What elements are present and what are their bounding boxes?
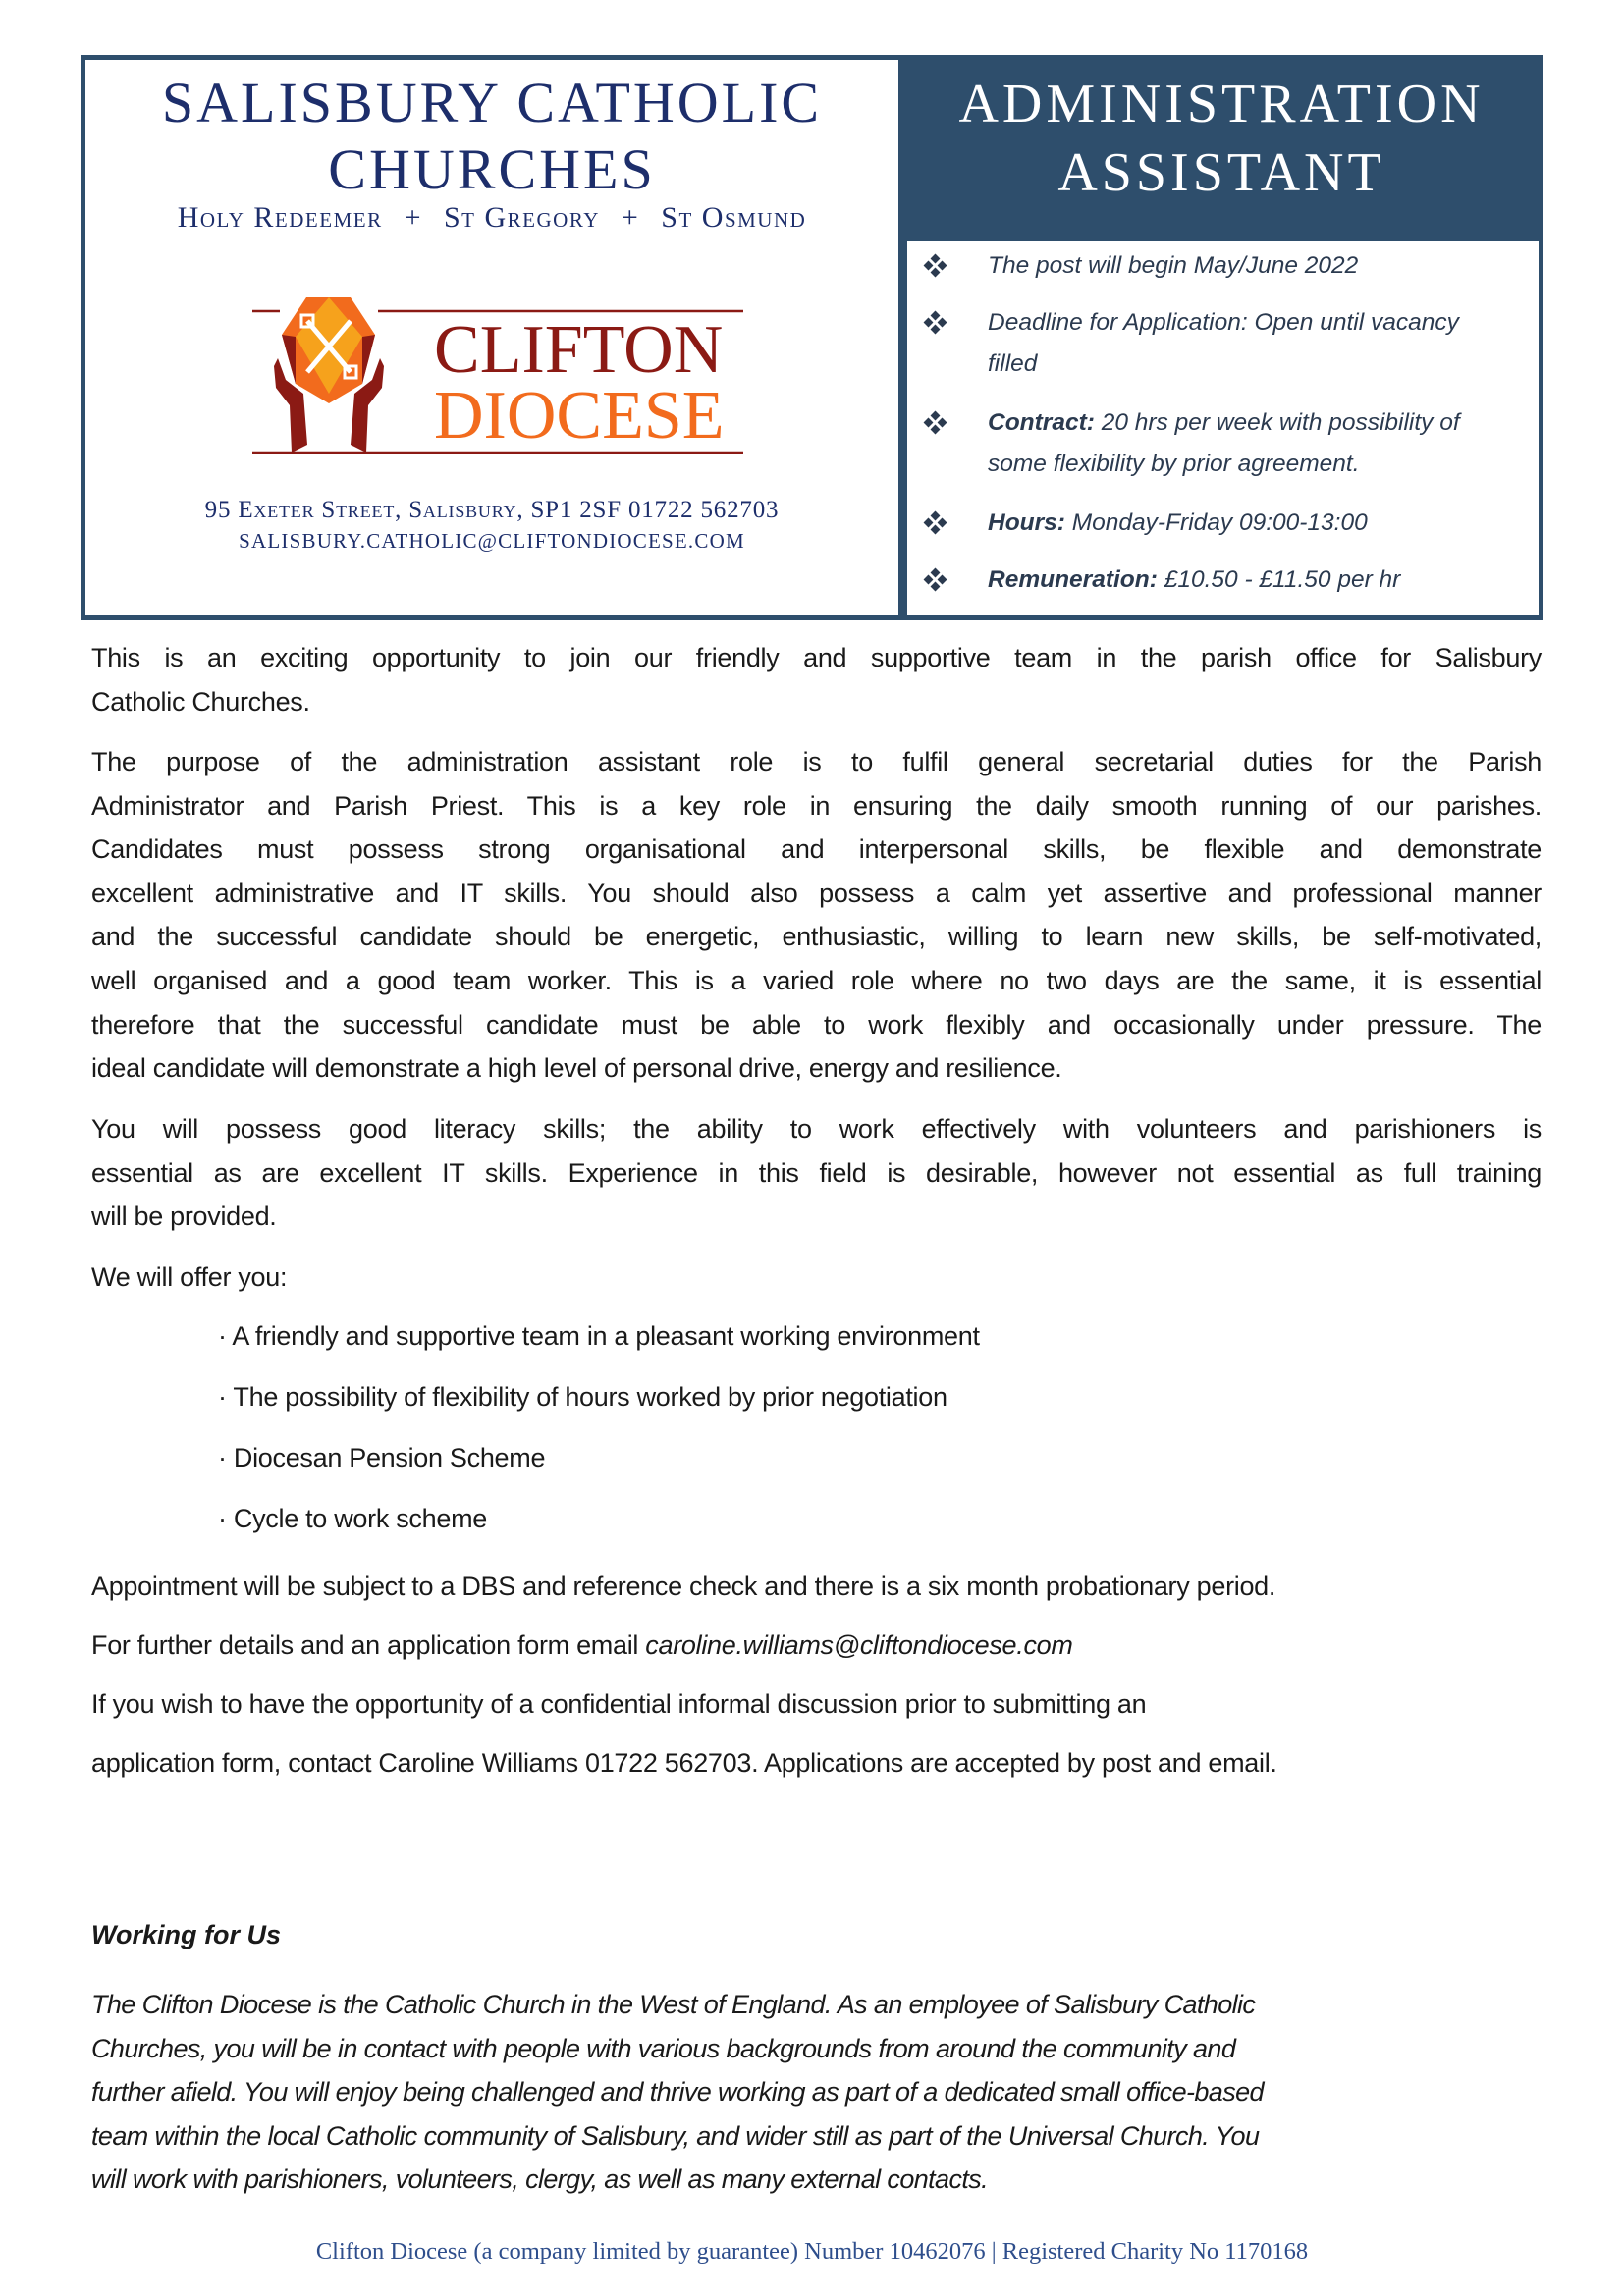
working-line: further afield. You will enjoy being challenged and thrive working as part of a dedicated small office-based [91, 2077, 1264, 2108]
fact-remuneration: Remuneration: £10.50 - £11.50 per hr [988, 566, 1401, 593]
fact-hours: Hours: Monday-Friday 09:00-13:00 [988, 509, 1368, 536]
offer-item: · A friendly and supportive team in a pleasant working environment [218, 1321, 980, 1351]
intro-line: Catholic Churches. [91, 686, 310, 717]
appointment-text: Appointment will be subject to a DBS and reference check and there is a six month probationary period. [91, 1572, 1276, 1601]
diamond-bullet-icon [925, 255, 947, 277]
org-title-line1: SALISBURY CATHOLIC [161, 71, 823, 134]
skills-paragraph [91, 1107, 1542, 1239]
fact-contract: Contract: 20 hrs per week with possibility of some flexibility by prior agreement. [988, 409, 1460, 477]
offer-item: · Diocesan Pension Scheme [218, 1443, 546, 1472]
offer-item: · Cycle to work scheme [218, 1504, 487, 1533]
job-title-line2: ASSISTANT [1057, 142, 1385, 203]
purpose-line: and the successful candidate should be energetic, enthusiastic, willing to learn new skills, be self-motivated, [91, 922, 1542, 952]
skills-line: will be provided. [91, 1201, 277, 1232]
working-line: The Clifton Diocese is the Catholic Church in the West of England. As an employee of Salisbury Catholic [91, 1990, 1256, 2019]
details-prefix: For further details and an application form email [91, 1630, 646, 1660]
parish-separator: + [621, 201, 640, 234]
diamond-bullet-icon [925, 412, 947, 434]
details-text [91, 1624, 1542, 1668]
office-address: 95 Exeter Street, Salisbury, SP1 2SF 01722 562703 [204, 497, 780, 523]
parish-separator: + [404, 201, 422, 234]
job-facts [904, 239, 1539, 615]
logo-clifton-text: CLIFTON [434, 312, 724, 388]
purpose-line: ideal candidate will demonstrate a high level of personal drive, energy and resilience. [91, 1053, 1062, 1084]
working-line: Churches, you will be in contact with people with various backgrounds from around the community and [91, 2033, 1236, 2063]
job-title-line1: ADMINISTRATION [958, 74, 1485, 134]
parish-list [85, 201, 898, 235]
org-title-line2: CHURCHES [328, 137, 656, 201]
skills-line: You will possess good literacy skills; the ability to work effectively with volunteers and parishioners is [91, 1114, 1542, 1144]
discussion-line: application form, contact Caroline Williams 01722 562703. Applications are accepted by post and email. [91, 1748, 1277, 1778]
purpose-line: Administrator and Parish Priest. This is a key role in ensuring the daily smooth running of our parishes. [91, 790, 1542, 821]
working-line: will work with parishioners, volunteers, clergy, as well as many external contacts. [91, 2164, 989, 2195]
clifton-diocese-logo [252, 278, 743, 464]
parish-st-gregory: St Gregory [444, 201, 600, 234]
working-for-us-paragraph [91, 1983, 1544, 2202]
header-box [81, 55, 1543, 620]
purpose-line: The purpose of the administration assistant role is to fulfil general secretarial duties for the Parish [91, 747, 1542, 776]
intro-line: This is an exciting opportunity to join our friendly and supportive team in the parish office for Salisbury [91, 643, 1542, 672]
purpose-line: excellent administrative and IT skills. You should also possess a calm yet assertive and professional manner [91, 878, 1542, 908]
skills-line: essential as are excellent IT skills. Experience in this field is desirable, however not essential as full training [91, 1157, 1542, 1188]
contact-email-link[interactable]: caroline.williams@cliftondiocese.com [645, 1630, 1073, 1660]
purpose-line: well organised and a good team worker. This is a varied role where no two days are the same, it is essential [91, 965, 1542, 995]
offer-intro: We will offer you: [91, 1262, 288, 1292]
diamond-bullet-icon [925, 512, 947, 534]
discussion-line: If you wish to have the opportunity of a confidential informal discussion prior to submitting an [91, 1689, 1147, 1719]
working-for-us-heading: Working for Us [91, 1920, 282, 1949]
diamond-bullet-icon [925, 569, 947, 591]
clifton-diocese-crest-icon [274, 295, 384, 453]
office-email[interactable]: SALISBURY.CATHOLIC@CLIFTONDIOCESE.COM [239, 529, 745, 553]
intro-paragraph [91, 636, 1542, 723]
fact-deadline: Deadline for Application: Open until vacancy filled [988, 309, 1459, 377]
logo-diocese-text: DIOCESE [434, 378, 725, 454]
organisation-panel [85, 60, 898, 615]
purpose-paragraph [91, 740, 1542, 1091]
parish-holy-redeemer: Holy Redeemer [177, 201, 383, 234]
working-line: team within the local Catholic community of Salisbury, and wider still as part of the Universal Church. You [91, 2120, 1260, 2151]
parish-st-osmund: St Osmund [661, 201, 807, 234]
purpose-line: therefore that the successful candidate must be able to work flexibly and occasionally under pressure. The [91, 1009, 1542, 1040]
fact-start-date: The post will begin May/June 2022 [988, 252, 1359, 279]
footer-registration: Clifton Diocese (a company limited by guarantee) Number 10462076 | Registered Charity No 1170168 [315, 2238, 1309, 2265]
offer-item: · The possibility of flexibility of hours worked by prior negotiation [218, 1382, 947, 1412]
diamond-bullet-icon [925, 312, 947, 334]
job-title-band [904, 60, 1539, 239]
job-panel [904, 60, 1539, 615]
purpose-line: Candidates must possess strong organisational and interpersonal skills, be flexible and demonstrate [91, 834, 1542, 865]
